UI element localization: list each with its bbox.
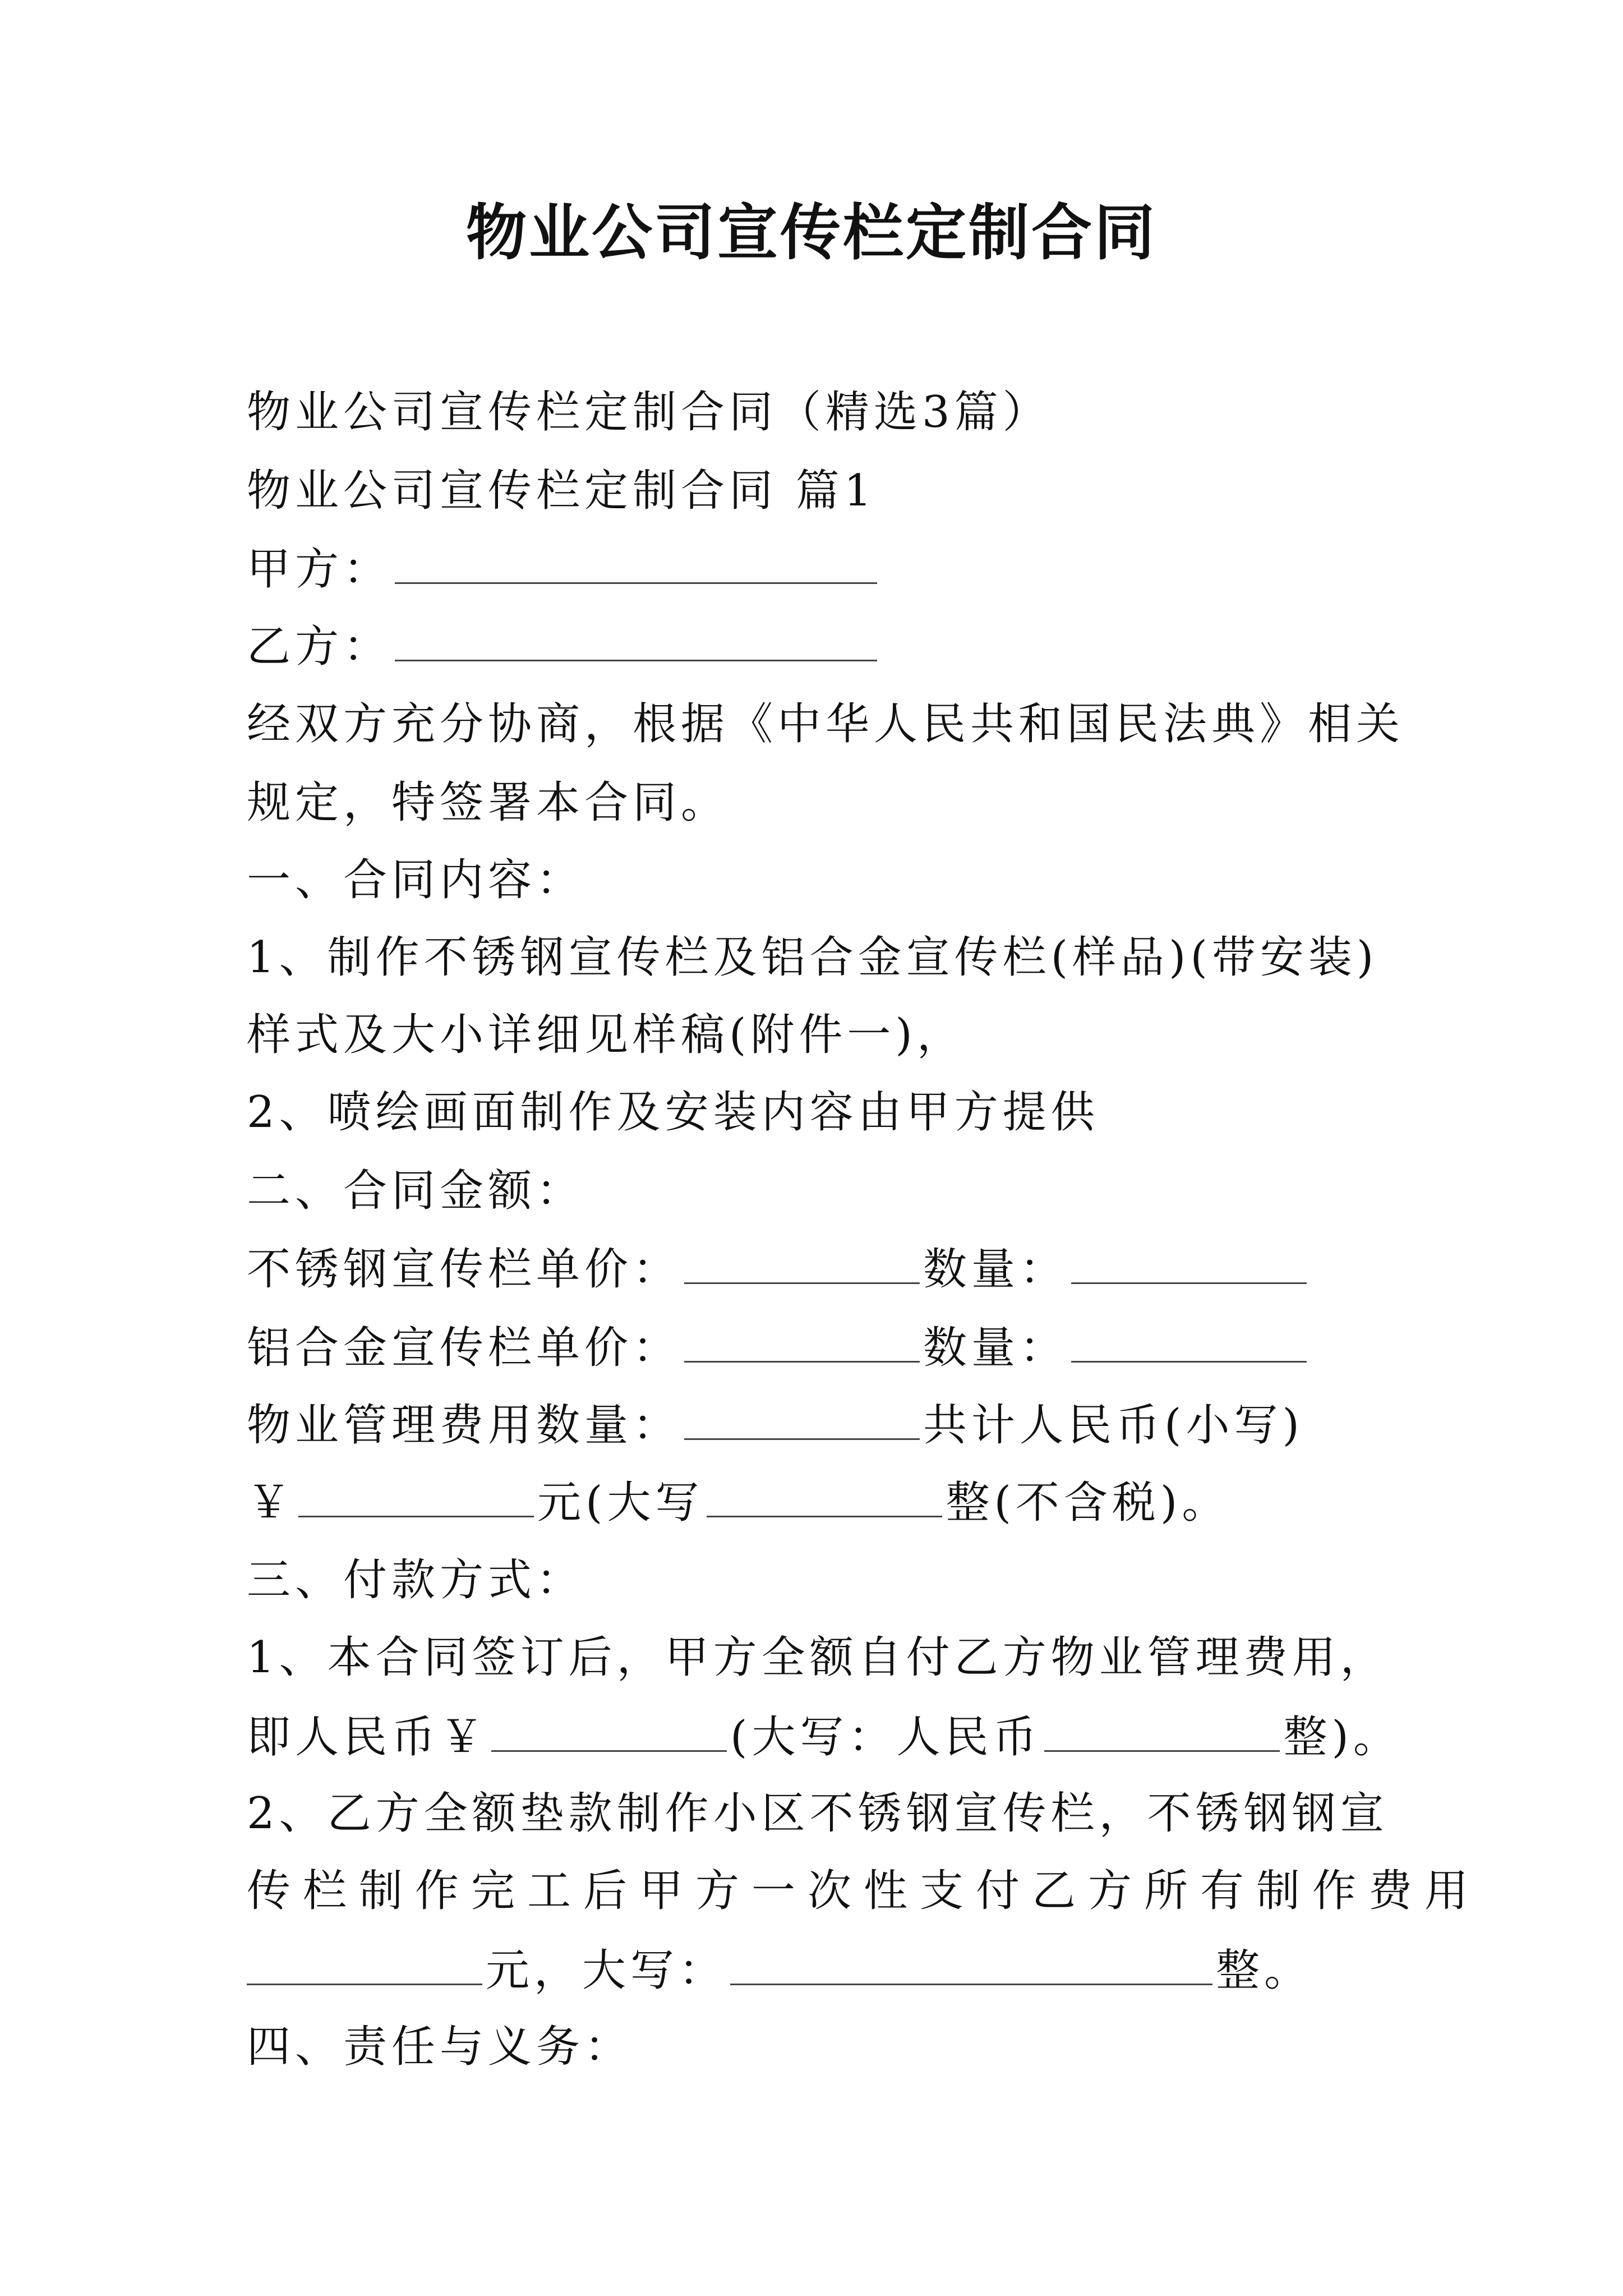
section-heading-payment: 三、付款方式： [247, 1555, 585, 1605]
party-b-line [247, 615, 1380, 678]
whole-no-tax-label: 整(不含税)。 [946, 1478, 1230, 1528]
paragraph-preamble-1: 经双方充分协商，根据《中华人民共和国民法典》相关 [247, 699, 1405, 749]
stainless-price-label: 不锈钢宣传栏单价： [247, 1244, 681, 1295]
aluminum-price-line [247, 1316, 1380, 1379]
payment-2-line-1: 2、乙方全额垫款制作小区不锈钢宣传栏，不锈钢钢宣 [247, 1788, 1389, 1839]
aluminum-price-blank [684, 1316, 920, 1363]
stainless-qty-label: 数量： [923, 1244, 1068, 1295]
stainless-qty-blank [1071, 1237, 1307, 1284]
payment-2-upper-label: 元，大写： [486, 1945, 727, 1996]
mgmt-fee-label: 物业管理费用数量： [247, 1400, 681, 1451]
payment-1-lower-blank [491, 1705, 727, 1752]
subtitle-part1: 物业公司宣传栏定制合同 篇1 [247, 466, 877, 516]
payment-2-line-3 [247, 1939, 1380, 2001]
payment-2-upper-blank [730, 1939, 1212, 1985]
yuan-upper-label: 元(大写 [537, 1478, 704, 1528]
party-b-label: 乙方： [247, 622, 392, 672]
section-heading-content: 一、合同内容： [247, 855, 585, 905]
payment-1-end: 整)。 [1283, 1712, 1401, 1763]
payment-1-upper-blank [1044, 1705, 1280, 1752]
payment-1-upper-label: (大写：人民币 [730, 1712, 1041, 1763]
stainless-price-blank [684, 1237, 920, 1284]
subtitle-selected: 物业公司宣传栏定制合同（精选3篇） [247, 387, 1051, 438]
yen-sign: ￥ [247, 1478, 296, 1528]
payment-1-line-1: 1、本合同签订后，甲方全额自付乙方物业管理费用， [247, 1632, 1389, 1683]
mgmt-fee-line [247, 1393, 1380, 1456]
page-title: 物业公司宣传栏定制合同 [465, 197, 1157, 268]
aluminum-qty-blank [1071, 1316, 1307, 1363]
section-heading-amount: 二、合同金额： [247, 1166, 585, 1216]
party-a-blank [395, 537, 877, 584]
payment-1-rmb-label: 即人民币￥ [247, 1712, 488, 1763]
total-amount-line [247, 1471, 1380, 1534]
payment-2-lower-blank [247, 1939, 482, 1985]
payment-2-end: 整。 [1216, 1945, 1313, 1996]
party-a-line [247, 537, 1380, 600]
aluminum-qty-label: 数量： [923, 1323, 1068, 1373]
party-b-blank [395, 615, 877, 661]
payment-2-line-2: 传栏制作完工后甲方一次性支付乙方所有制作费用 [247, 1866, 1481, 1916]
item-2-line: 2、喷绘画面制作及安装内容由甲方提供 [247, 1087, 1099, 1138]
section-heading-duties: 四、责任与义务： [247, 2022, 633, 2072]
total-lower-blank [298, 1471, 534, 1517]
item-1-line-2: 样式及大小详细见样稿(附件一)， [247, 1010, 965, 1060]
payment-1-line-2 [247, 1705, 1401, 1768]
aluminum-price-label: 铝合金宣传栏单价： [247, 1323, 681, 1373]
party-a-label: 甲方： [247, 544, 392, 595]
paragraph-preamble-2: 规定，特签署本合同。 [247, 777, 730, 828]
mgmt-fee-blank [684, 1393, 920, 1440]
item-1-line-1: 1、制作不锈钢宣传栏及铝合金宣传栏(样品)(带安装) [247, 932, 1378, 983]
total-rmb-label: 共计人民币(小写) [923, 1400, 1304, 1451]
total-upper-blank [707, 1471, 942, 1517]
stainless-price-line [247, 1237, 1380, 1300]
